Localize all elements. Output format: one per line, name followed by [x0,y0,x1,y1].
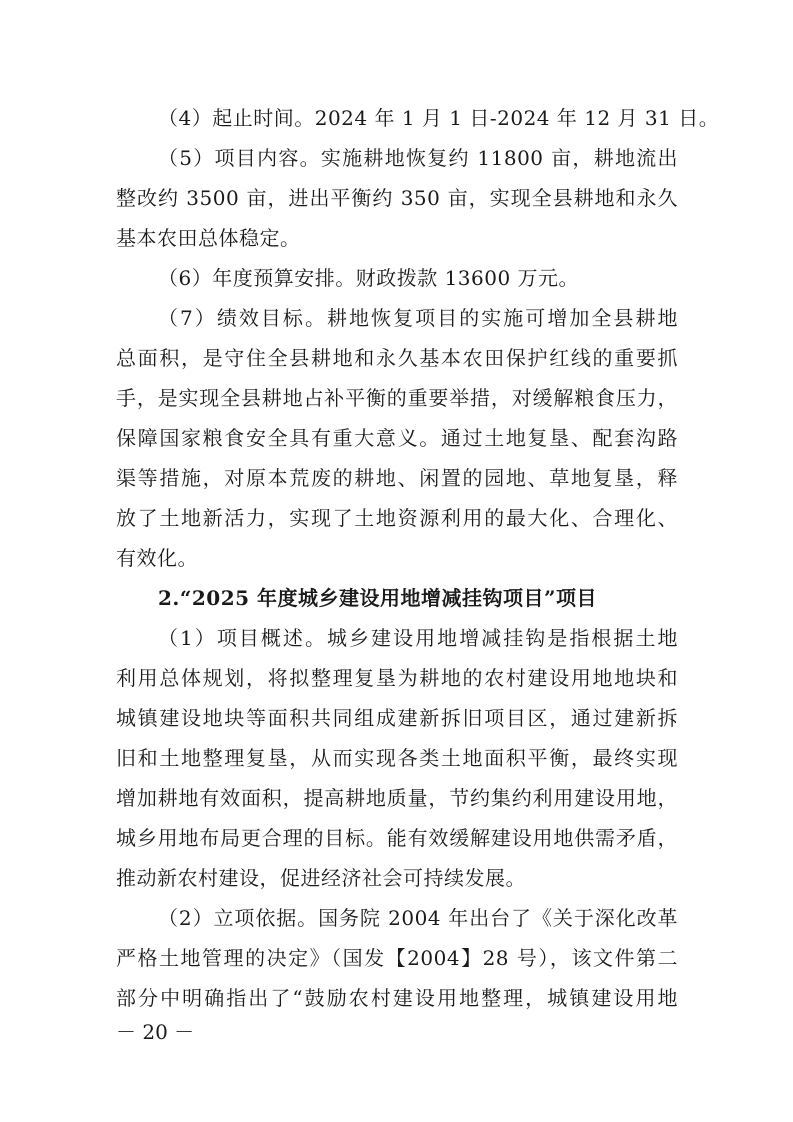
paragraph-7-line-2: 总面积，是守住全县耕地和永久基本农田保护红线的重要抓 [116,346,678,370]
paragraph-6-line-1: （6）年度预算安排。财政拨款 13600 万元。 [158,266,580,290]
paragraph-7-line-3: 手，是实现全县耕地占补平衡的重要举措，对缓解粮食压力， [116,386,678,410]
paragraph-overview-line-4: 旧和土地整理复垦，从而实现各类土地面积平衡，最终实现 [116,746,678,770]
paragraph-7-line-5: 渠等措施，对原本荒废的耕地、闲置的园地、草地复垦，释 [116,466,678,490]
section-heading-2: 2.“2025 年度城乡建设用地增减挂钩项目”项目 [158,586,598,610]
paragraph-overview-line-5: 增加耕地有效面积，提高耕地质量，节约集约利用建设用地， [116,786,678,810]
paragraph-basis-line-2: 严格土地管理的决定》（国发【2004】28 号），该文件第二 [116,946,678,970]
paragraph-7-line-7: 有效化。 [116,546,198,570]
paragraph-overview-line-6: 城乡用地布局更合理的目标。能有效缓解建设用地供需矛盾， [116,826,678,850]
paragraph-5-line-3: 基本农田总体稳定。 [116,226,301,250]
paragraph-basis-line-1: （2）立项依据。国务院 2004 年出台了《关于深化改革 [158,906,678,930]
paragraph-basis-line-3: 部分中明确指出了“鼓励农村建设用地整理，城镇建设用地 [116,986,678,1010]
paragraph-overview-line-7: 推动新农村建设，促进经济社会可持续发展。 [116,866,526,890]
paragraph-overview-line-3: 城镇建设地块等面积共同组成建新拆旧项目区，通过建新拆 [116,706,678,730]
page-number: － 20 － [116,1020,195,1044]
paragraph-overview-line-2: 利用总体规划，将拟整理复垦为耕地的农村建设用地地块和 [116,666,678,690]
paragraph-7-line-1: （7）绩效目标。耕地恢复项目的实施可增加全县耕地 [158,306,678,330]
paragraph-4-line-1: （4）起止时间。2024 年 1 月 1 日-2024 年 12 月 31 日。 [158,106,720,130]
paragraph-5-line-1: （5）项目内容。实施耕地恢复约 11800 亩，耕地流出 [158,146,678,170]
paragraph-overview-line-1: （1）项目概述。城乡建设用地增减挂钩是指根据土地 [158,626,678,650]
paragraph-7-line-6: 放了土地新活力，实现了土地资源利用的最大化、合理化、 [116,506,678,530]
paragraph-7-line-4: 保障国家粮食安全具有重大意义。通过土地复垦、配套沟路 [116,426,678,450]
paragraph-5-line-2: 整改约 3500 亩，进出平衡约 350 亩，实现全县耕地和永久 [116,186,678,210]
